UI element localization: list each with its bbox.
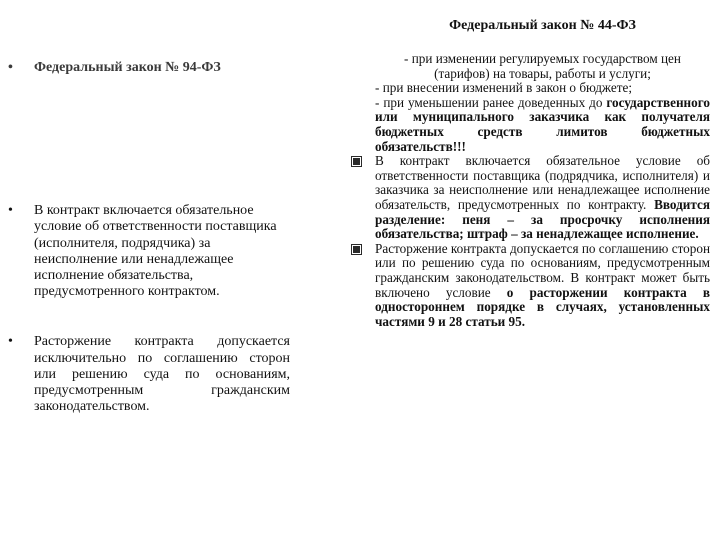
checkbox-bullet-icon	[351, 244, 362, 255]
left-paragraph-liability-text: В контракт включается обязательное условие об ответственности поставщика (исполнителя, подрядчика) за неисполнение или ненадлежащее исполнение обязательства, предусмотренного контрактом.	[34, 203, 277, 300]
bullet: •	[8, 334, 13, 350]
checkbox-bullet-icon	[351, 156, 362, 167]
reduction-prefix: - при уменьшении ранее доведенных до	[375, 94, 607, 110]
right-item-termination	[345, 242, 710, 330]
right-item-liability-text: В контракт включается обязательное условие об ответственности поставщика (подрядчика, исполнителя) и заказчика за неисполнение или ненадлежащее исполнение обязательств, предусмотренных по контракту.	[375, 153, 710, 212]
bullet: •	[8, 203, 13, 219]
left-paragraph-termination	[8, 334, 290, 415]
intro-line-budget: - при внесении изменений в закон о бюджете;	[375, 80, 632, 96]
right-title: Федеральный закон № 44-ФЗ	[449, 18, 636, 33]
left-title-item	[8, 60, 290, 76]
reduction-bold: государственного или муниципального заказчика как получателя бюджетных средств лимитов бюджетных обязательств!!!	[375, 94, 710, 154]
left-paragraph-liability	[8, 203, 290, 300]
right-item-termination-bold: о расторжении контракта в одностороннем порядке в случаях, установленных частями 9 и 28 статьи 95.	[375, 284, 710, 329]
right-content	[345, 52, 710, 329]
left-title: Федеральный закон № 94-ФЗ	[34, 60, 221, 75]
bullet: •	[8, 60, 13, 75]
right-item-liability-bold: Вводится разделение: пеня – за просрочку исполнения обязательства; штраф – за ненадлежащее исполнение.	[375, 196, 710, 242]
left-paragraph-termination-text: Расторжение контракта допускается исключительно по соглашению сторон или решению суда по основаниям, предусмотренным гражданским законодательством.	[34, 334, 290, 415]
right-item-termination-text: Расторжение контракта допускается по соглашению сторон или по решению суда по основаниям, предусмотренным гражданским законодательством. В контракт может быть включено условие	[375, 240, 710, 300]
right-item-liability	[345, 154, 710, 242]
left-column	[8, 60, 290, 415]
intro-line-reduction	[345, 96, 710, 154]
intro-line-tariffs: - при изменении регулируемых государством цен (тарифов) на товары, работы и услуги;	[404, 51, 681, 81]
right-column	[345, 18, 710, 329]
